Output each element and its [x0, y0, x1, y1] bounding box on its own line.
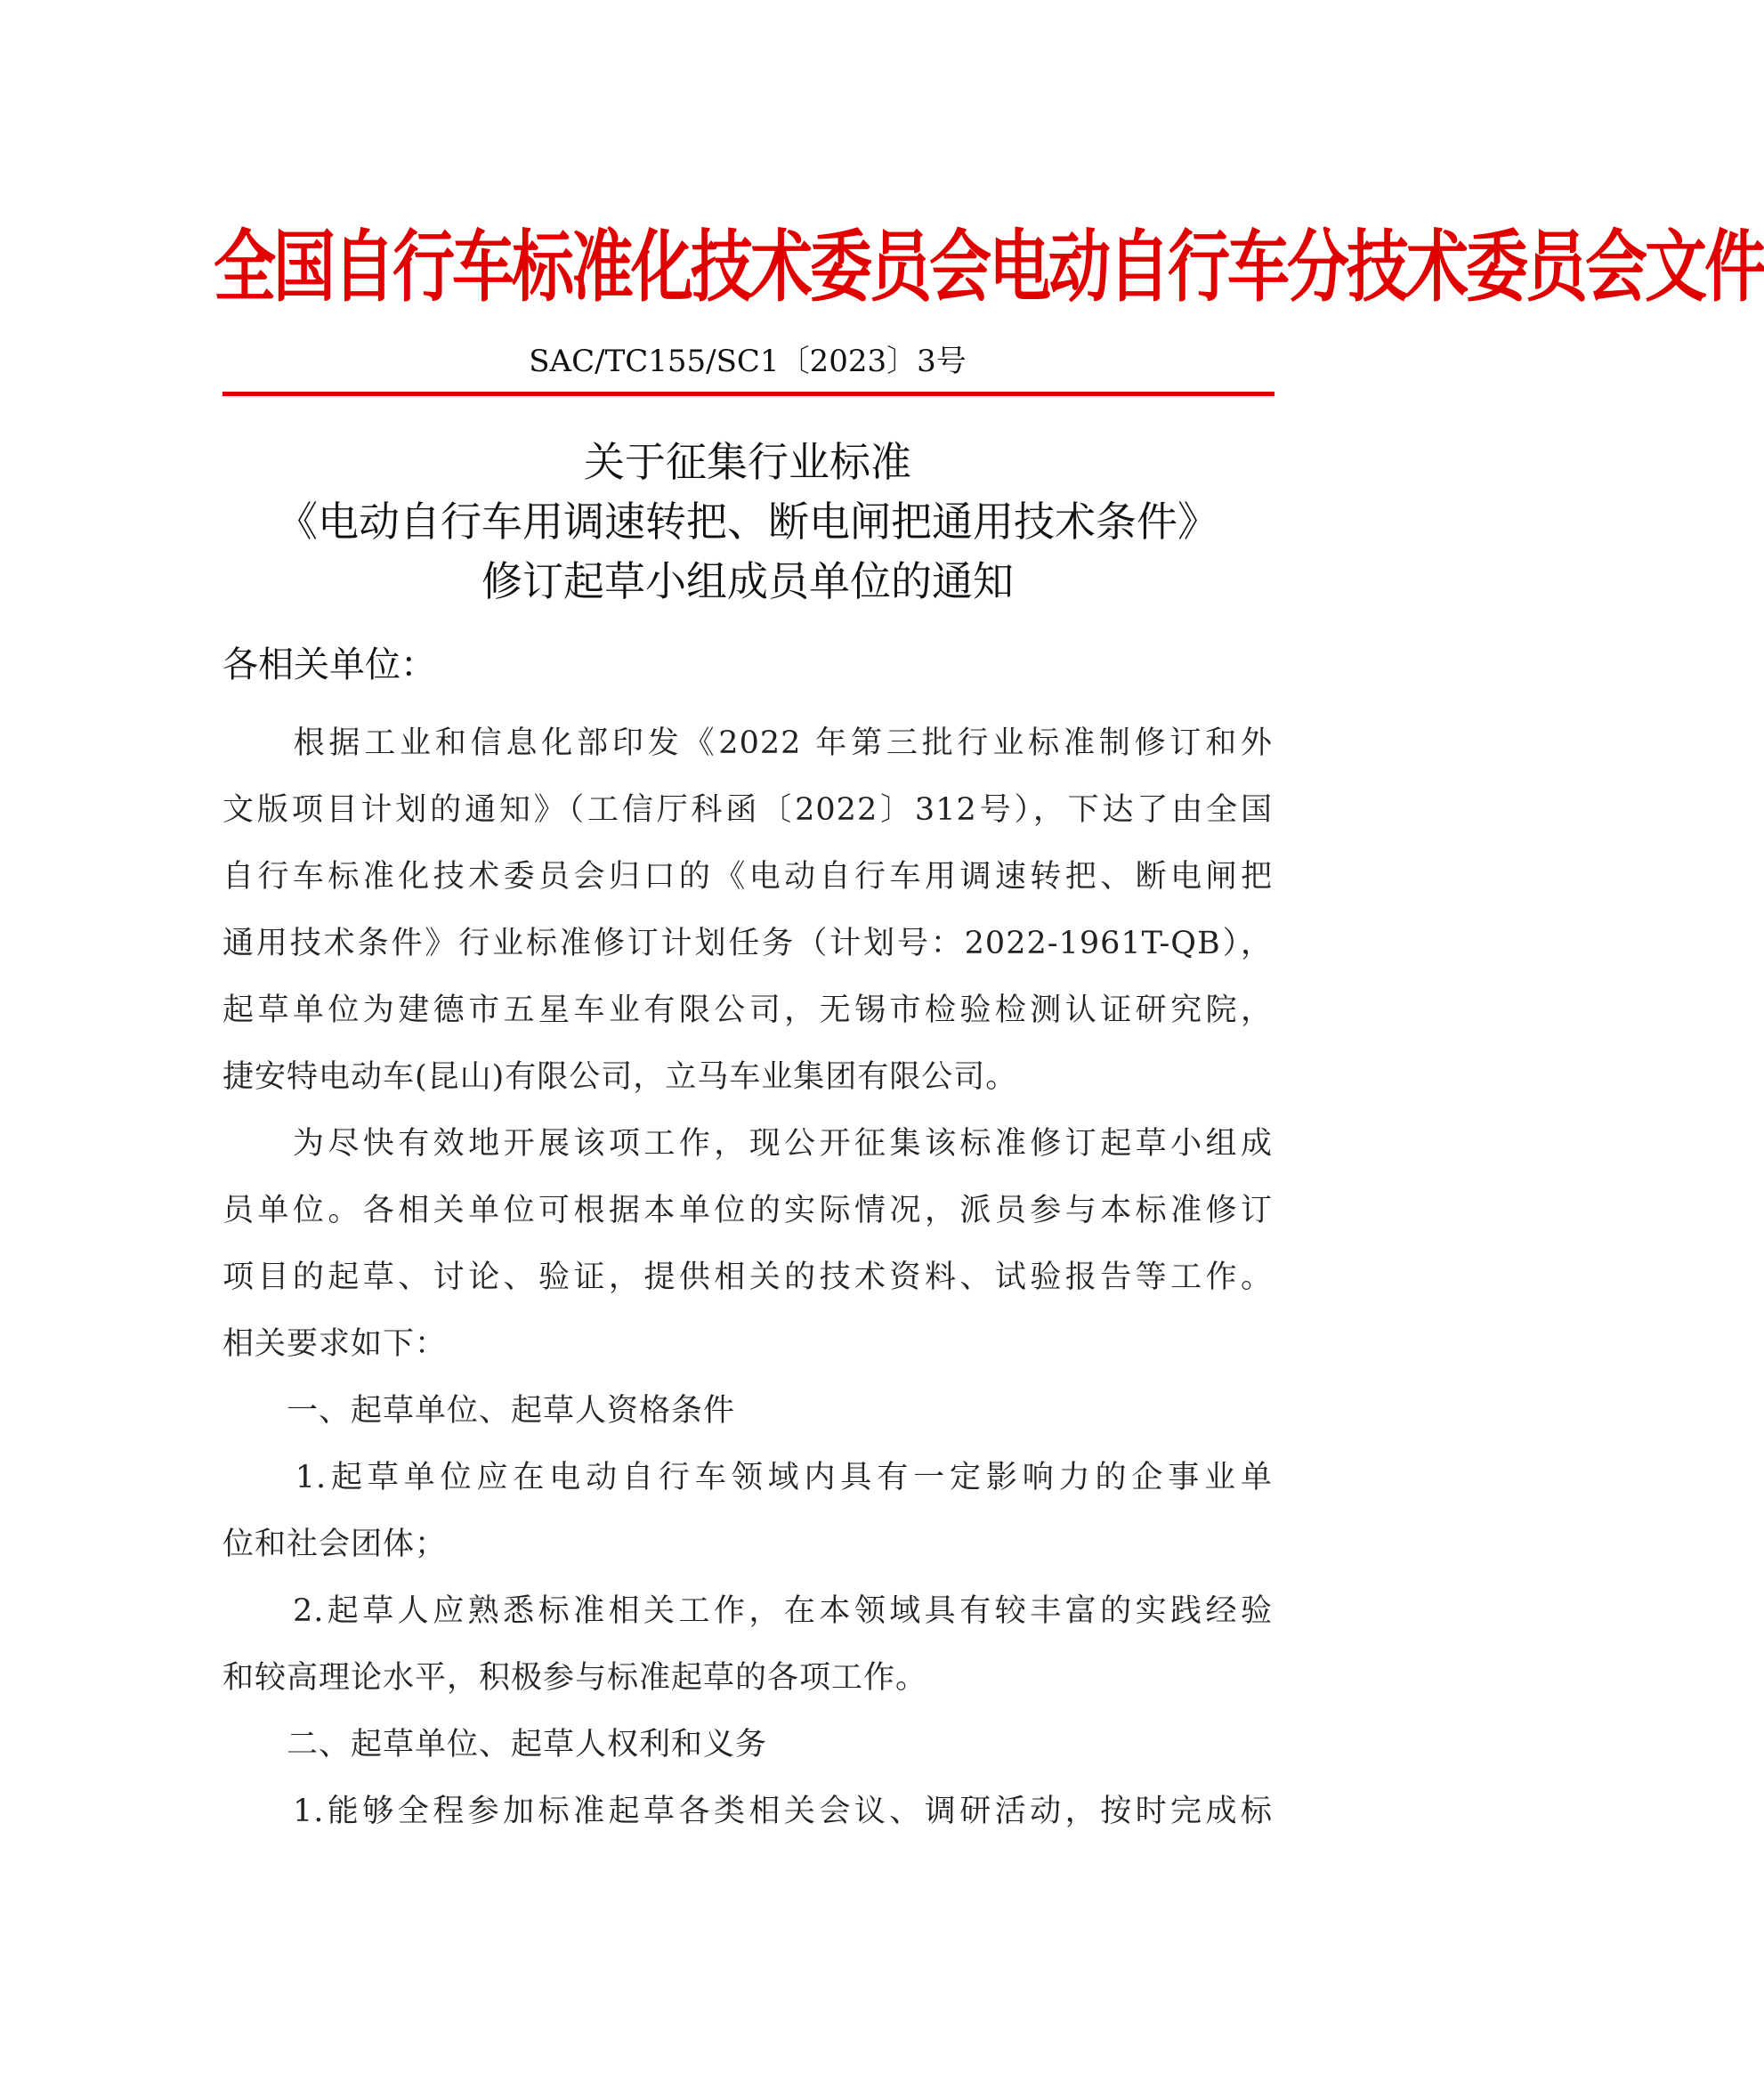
- body-line: 根据工业和信息化部印发《2022 年第三批行业标准制修订和外: [223, 725, 1273, 761]
- section-heading: 二、起草单位、起草人权利和义务: [223, 1727, 768, 1762]
- body-line: 起草单位为建德市五星车业有限公司，无锡市检验检测认证研究院，: [223, 992, 1273, 1028]
- body-line: 文版项目计划的通知》（工信厅科函〔2022〕312号），下达了由全国: [223, 792, 1273, 828]
- section-heading: 一、起草单位、起草人资格条件: [223, 1393, 736, 1429]
- salutation: 各相关单位：: [223, 644, 436, 685]
- org-header-title: 全国自行车标准化技术委员会电动自行车分技术委员会文件: [214, 221, 1764, 313]
- body-line: 捷安特电动车(昆山)有限公司，立马车业集团有限公司。: [223, 1059, 1018, 1095]
- document-number: SAC/TC155/SC1〔2023〕3号: [529, 344, 967, 379]
- body-line: 自行车标准化技术委员会归口的《电动自行车用调速转把、断电闸把: [223, 859, 1273, 895]
- body-line: 项目的起草、讨论、验证，提供相关的技术资料、试验报告等工作。: [223, 1260, 1273, 1295]
- body-line: 1.起草单位应在电动自行车领域内具有一定影响力的企事业单: [223, 1460, 1273, 1495]
- red-divider: [223, 392, 1274, 396]
- body-line: 和较高理论水平，积极参与标准起草的各项工作。: [223, 1660, 928, 1696]
- body-line: 2.起草人应熟悉标准相关工作，在本领域具有较丰富的实践经验: [223, 1593, 1273, 1629]
- notice-title-line-2: 《电动自行车用调速转把、断电闸把通用技术条件》: [277, 498, 1218, 546]
- body-line: 相关要求如下：: [223, 1326, 448, 1362]
- body-line: 通用技术条件》行业标准修订计划任务（计划号：2022-1961T-QB），: [223, 926, 1273, 961]
- notice-title-line-1: 关于征集行业标准: [584, 438, 911, 486]
- body-line: 为尽快有效地开展该项工作，现公开征集该标准修订起草小组成: [223, 1126, 1273, 1162]
- body-line: 员单位。各相关单位可根据本单位的实际情况，派员参与本标准修订: [223, 1193, 1273, 1228]
- body-line: 1.能够全程参加标准起草各类相关会议、调研活动，按时完成标: [223, 1794, 1273, 1829]
- notice-title-line-3: 修订起草小组成员单位的通知: [481, 557, 1014, 605]
- body-line: 位和社会团体；: [223, 1527, 448, 1562]
